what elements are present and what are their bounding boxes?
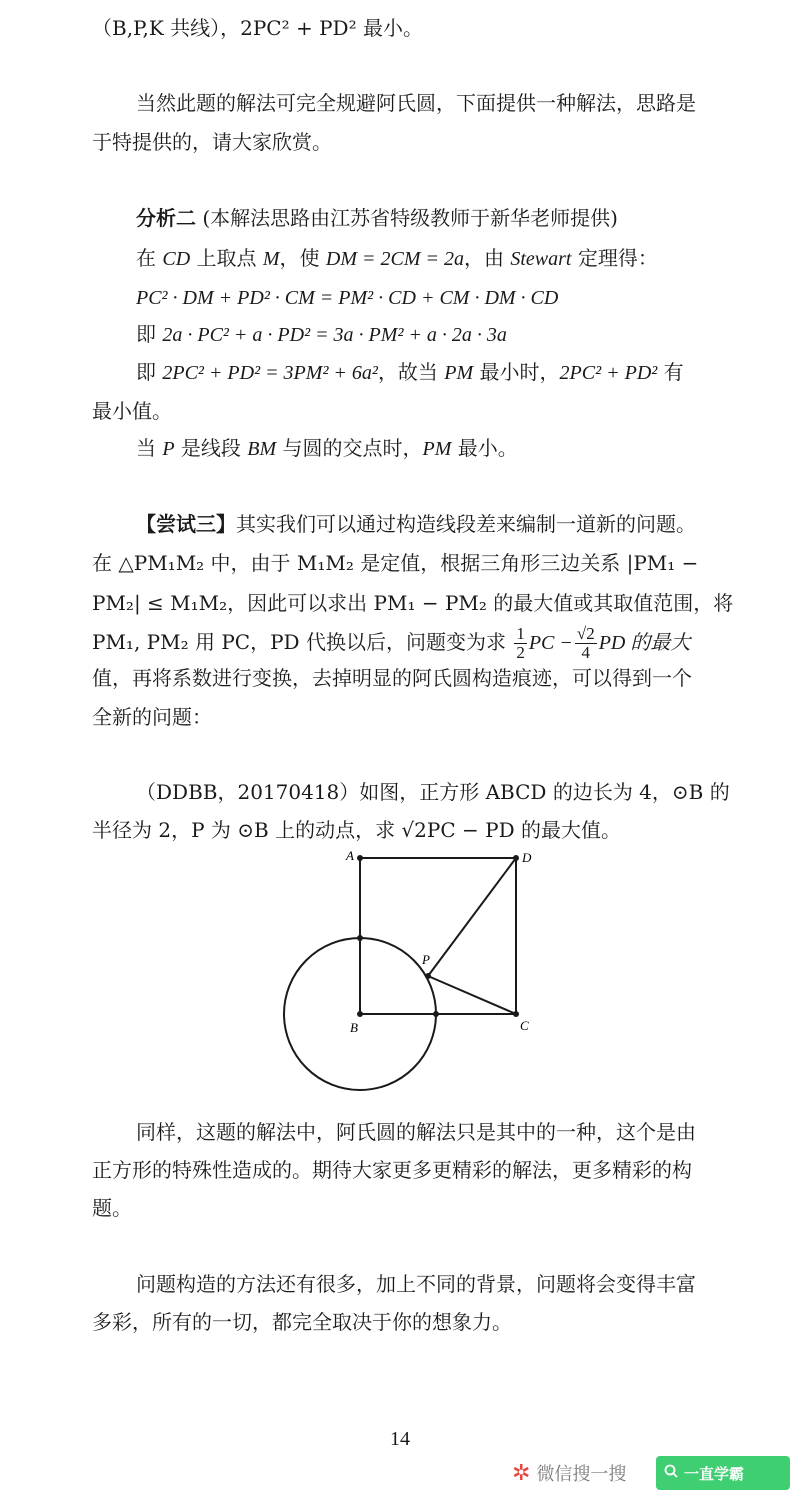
paragraph-line bbox=[136, 89, 728, 117]
point-bc-intersection bbox=[433, 1011, 439, 1017]
math-span: 2PC² + PD² bbox=[559, 362, 658, 384]
fraction-root2-over-4 bbox=[575, 625, 597, 662]
attempt-line bbox=[92, 703, 728, 731]
search-icon bbox=[664, 1464, 678, 1482]
text-span: 定理得： bbox=[571, 246, 658, 270]
ending-line bbox=[92, 1194, 728, 1222]
text-span: PD 的最大 bbox=[598, 632, 691, 654]
analysis-line bbox=[136, 358, 728, 387]
text-span: （DDBB，20170418）如图，正方形 ABCD 的边长为 4，⊙B 的 bbox=[136, 780, 730, 804]
text-span: 即 bbox=[136, 360, 163, 384]
point-a bbox=[357, 855, 363, 861]
math-span: 2a · PC² + a · PD² = 3a · PM² + a · 2a · 3a bbox=[162, 324, 507, 346]
paragraph-line bbox=[92, 128, 728, 156]
text-span: 最小值。 bbox=[92, 399, 172, 423]
wechat-search-label: 微信搜一搜 bbox=[536, 1464, 627, 1485]
point-p bbox=[425, 973, 431, 979]
analysis-line bbox=[136, 434, 728, 463]
search-keyword-button[interactable] bbox=[656, 1456, 790, 1490]
attempt-heading bbox=[136, 510, 728, 538]
fraction-denominator: 2 bbox=[516, 643, 525, 662]
text-span: PM₁, PM₂ 用 PC，PD 代换以后，问题变为求 bbox=[92, 630, 513, 654]
text-span: 正方形的特殊性造成的。期待大家更多更精彩的解法，更多精彩的构 bbox=[92, 1158, 692, 1182]
geometry-figure bbox=[270, 840, 550, 1100]
text-span: 其实我们可以通过构造线段差来编制一道新的问题。 bbox=[236, 512, 696, 536]
text-span: 在 △PM₁M₂ 中，由于 M₁M₂ 是定值，根据三角形三边关系 |PM₁ − bbox=[92, 551, 699, 575]
fraction-denominator: 4 bbox=[581, 643, 591, 662]
math-span: BM bbox=[247, 438, 277, 460]
fraction-half bbox=[514, 625, 527, 662]
text-span: 同样，这题的解法中，阿氏圆的解法只是其中的一种，这个是由 bbox=[136, 1120, 696, 1144]
wechat-search-icon: ✲ bbox=[512, 1460, 531, 1486]
math-span: CD bbox=[162, 248, 191, 270]
math-span: PC² · DM + PD² · CM = PM² · CD + CM · DM · CD bbox=[136, 287, 559, 309]
math-span: 2PC² + PD² = 3PM² + 6a² bbox=[162, 362, 378, 384]
ending-line bbox=[92, 1156, 728, 1184]
problem-line bbox=[136, 778, 728, 806]
text-span: ，由 bbox=[464, 246, 511, 270]
wechat-search-logo[interactable] bbox=[512, 1456, 644, 1490]
text-span: 全新的问题： bbox=[92, 705, 212, 729]
final-line bbox=[92, 1308, 728, 1336]
text-span: 上取点 bbox=[190, 246, 263, 270]
math-span: Stewart bbox=[510, 248, 572, 270]
fraction-numerator: 1 bbox=[516, 624, 525, 643]
math-span: PC − bbox=[528, 632, 573, 654]
search-keyword-label: 一直学霸 bbox=[684, 1464, 745, 1483]
text-span: （B,P,K 共线），2PC² + PD² 最小。 bbox=[92, 16, 423, 40]
attempt-line bbox=[92, 549, 728, 577]
text-span: 于特提供的，请大家欣赏。 bbox=[92, 130, 332, 154]
text-span: 当然此题的解法可完全规避阿氏圆，下面提供一种解法，思路是 bbox=[136, 91, 696, 115]
text-span: ，故当 bbox=[377, 360, 445, 384]
analysis-line bbox=[92, 397, 728, 425]
label-c: C bbox=[520, 1018, 529, 1033]
text-span: 值，再将系数进行变换，去掉明显的阿氏圆构造痕迹，可以得到一个 bbox=[92, 666, 692, 690]
attempt-line bbox=[92, 622, 728, 663]
point-c bbox=[513, 1011, 519, 1017]
text-span: 即 bbox=[136, 322, 163, 346]
text-span: 问题构造的方法还有很多，加上不同的背景，问题将会变得丰富 bbox=[136, 1272, 696, 1296]
analysis-line bbox=[136, 244, 728, 273]
text-line bbox=[92, 14, 728, 42]
analysis-title: 分析二 bbox=[136, 206, 196, 230]
text-span: 题。 bbox=[92, 1196, 132, 1220]
math-span: DM = 2CM = 2a bbox=[325, 248, 465, 270]
analysis-line bbox=[136, 283, 728, 312]
attempt-title: 【尝试三】 bbox=[136, 512, 236, 536]
text-span: PM₂| ≤ M₁M₂，因此可以求出 PM₁ − PM₂ 的最大值或其取值范围，将 bbox=[92, 591, 734, 615]
label-p: P bbox=[422, 952, 430, 967]
text-span: 最小。 bbox=[451, 436, 518, 460]
square-abcd bbox=[360, 858, 516, 1014]
point-d bbox=[513, 855, 519, 861]
attempt-line bbox=[92, 589, 734, 617]
label-d: D bbox=[522, 850, 532, 865]
analysis-heading bbox=[136, 204, 728, 232]
text-span: 当 bbox=[136, 436, 163, 460]
text-span: 与圆的交点时， bbox=[276, 436, 423, 460]
math-span: PM bbox=[422, 438, 452, 460]
math-span: P bbox=[162, 438, 175, 460]
math-span: M bbox=[262, 248, 280, 270]
text-span: 半径为 2，P 为 ⊙B 上的动点，求 √2PC − PD 的最大值。 bbox=[92, 818, 621, 842]
label-a: A bbox=[346, 848, 354, 863]
text-span: 多彩，所有的一切，都完全取决于你的想象力。 bbox=[92, 1310, 512, 1334]
text-span: ，使 bbox=[279, 246, 326, 270]
label-b: B bbox=[350, 1020, 358, 1035]
text-span: 是线段 bbox=[174, 436, 248, 460]
point-ab-intersection bbox=[357, 935, 363, 941]
ending-line bbox=[136, 1118, 728, 1146]
fraction-numerator: √2 bbox=[576, 624, 595, 643]
point-b bbox=[357, 1011, 363, 1017]
attempt-line bbox=[92, 664, 728, 692]
segment-pd bbox=[428, 858, 516, 976]
text-span: 有 bbox=[657, 360, 684, 384]
text-span: 在 bbox=[136, 246, 163, 270]
math-span: PM bbox=[444, 362, 474, 384]
page-number: 14 bbox=[390, 1428, 410, 1450]
text-span: 最小时， bbox=[473, 360, 560, 384]
analysis-note: (本解法思路由江苏省特级教师于新华老师提供) bbox=[202, 206, 618, 230]
segment-pc bbox=[428, 976, 516, 1014]
final-line bbox=[136, 1270, 728, 1298]
analysis-line bbox=[136, 320, 728, 349]
